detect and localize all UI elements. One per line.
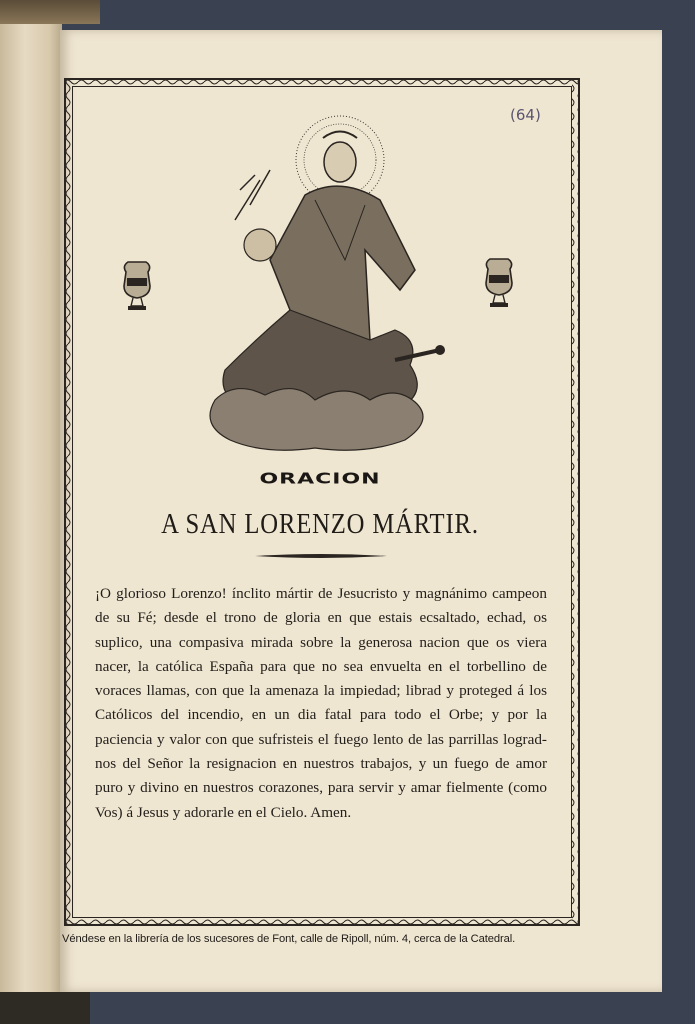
woodcut-san-lorenzo-icon xyxy=(195,110,445,460)
prayer-text: ¡O glorioso Lorenzo! ínclito mártir de Jesucristo y magnánimo campeon de su Fé; desde el trono de gloria en que estais ecsaltado, echad, os suplico, una compasiva mirada sobre la generosa nacion que os viera nacer, la católica España para que no sea envuelta en el torbellino de voraces llamas, con que la amenaza la impiedad; librad y proteged á los Católicos del incendio, en un dia fatal para todo el Orbe; y por la paciencia y valor con que sufristeis el fuego lento de las parrillas lograd-nos del Señor la resignacion en nuestros trabajos, y un fuego de amor puro y divino en nuestros corazones, para servir y amar fielmente (como Vos) á Jesus y adorarle en el Cielo. Amen. xyxy=(95,585,547,821)
book-spine xyxy=(0,0,62,1024)
book-spine-bottom xyxy=(0,992,90,1024)
book-spine-top xyxy=(0,0,100,24)
prayer-subtitle: A SAN LORENZO MÁRTIR. xyxy=(161,508,479,540)
prayer-heading: ORACION xyxy=(259,470,381,488)
urn-ornament-icon xyxy=(480,255,518,311)
decorative-rule xyxy=(255,552,387,560)
urn-ornament-icon xyxy=(118,258,156,314)
printer-footer: Véndese en la librería de los sucesores de Font, calle de Ripoll, núm. 4, cerca de la Catedral. xyxy=(62,933,516,945)
archive-number: (64) xyxy=(510,106,541,124)
